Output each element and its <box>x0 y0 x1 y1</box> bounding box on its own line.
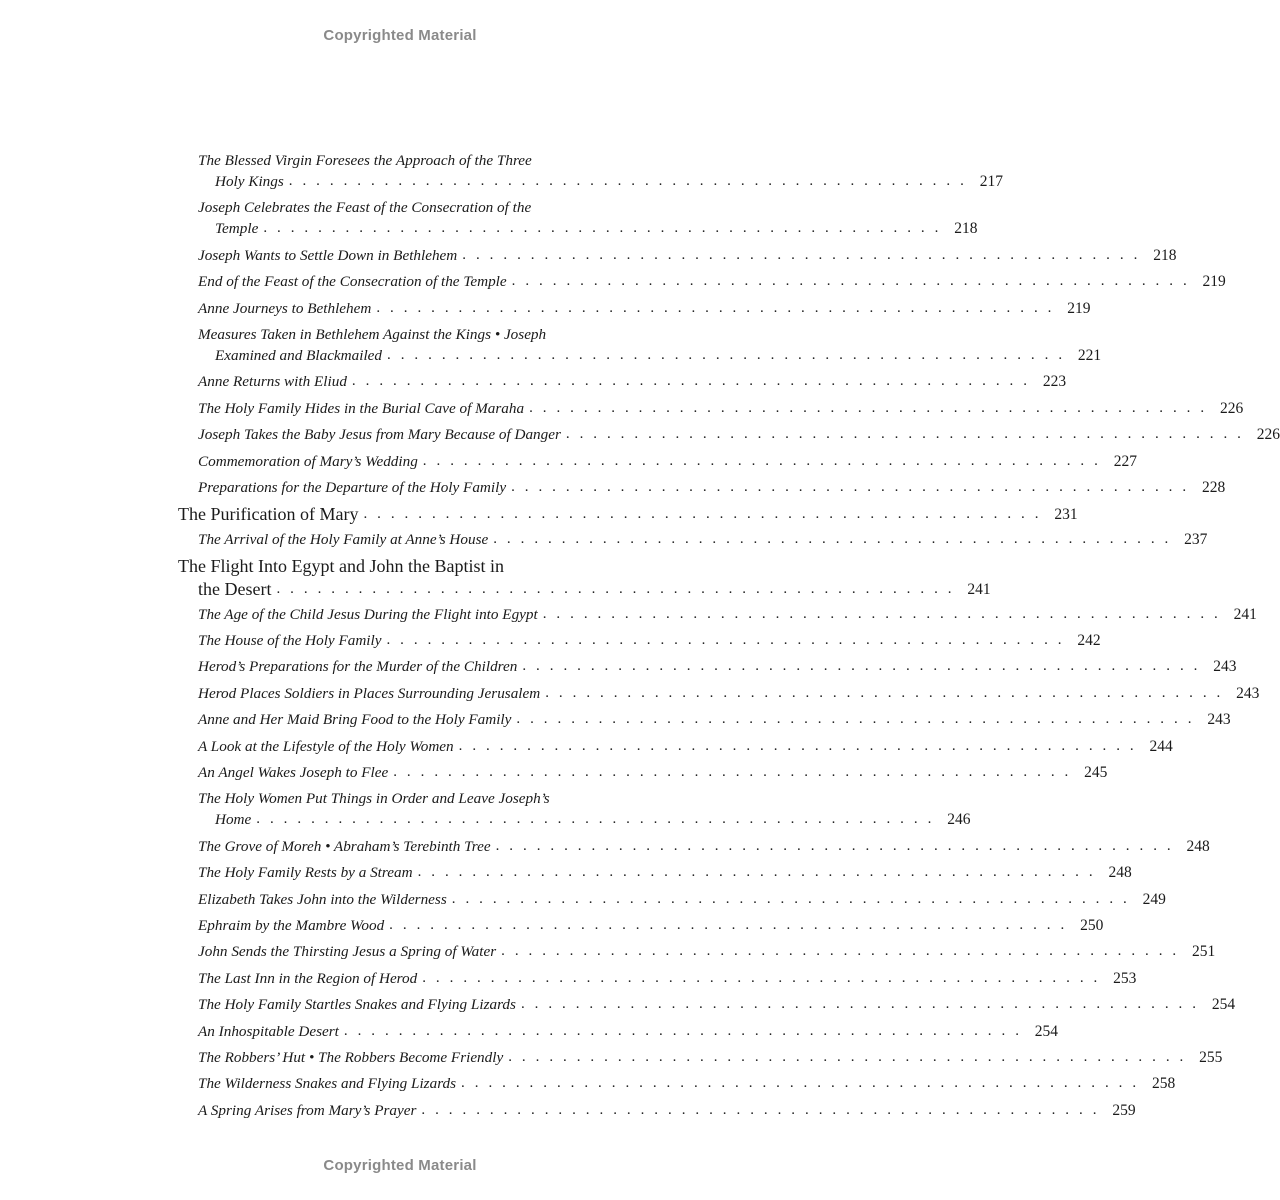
toc-page-number: 253 <box>1113 969 1137 987</box>
toc-entry-title: The Age of the Child Jesus During the Flight into Egypt <box>198 605 538 623</box>
toc-page-number: 245 <box>1084 764 1108 782</box>
toc-entry-line <box>198 656 1237 677</box>
toc-page-number: 226 <box>1256 426 1280 444</box>
toc-page-number: 251 <box>1192 943 1216 961</box>
toc-chapter-entry <box>178 503 1078 526</box>
dot-leader: . . . . . . . . . . . . . . . . . . . . . . . . . . . . . . . . . . . . . . . . . . . . . . . . . . <box>263 220 942 237</box>
toc-page-number: 226 <box>1219 399 1244 417</box>
toc-page-number: 243 <box>1236 684 1260 702</box>
toc-entry-title: Anne Journeys to Bethlehem <box>198 299 372 317</box>
dot-leader: . . . . . . . . . . . . . . . . . . . . . . . . . . . . . . . . . . . . . . . . . . . . . . . . . . <box>529 399 1208 416</box>
toc-section-entry <box>178 656 1237 677</box>
toc-page-number: 221 <box>1077 346 1102 364</box>
dot-leader: . . . . . . . . . . . . . . . . . . . . . . . . . . . . . . . . . . . . . . . . . . . . . . . . . . <box>417 864 1096 881</box>
toc-entry-line <box>198 604 1257 625</box>
toc-section-entry <box>178 371 1067 392</box>
toc-entry-title: Temple <box>215 220 259 238</box>
toc-page-number: 248 <box>1108 864 1132 882</box>
toc-section-entry <box>178 604 1257 625</box>
dot-leader: . . . . . . . . . . . . . . . . . . . . . . . . . . . . . . . . . . . . . . . . . . . . . . . . . . <box>393 764 1072 781</box>
toc-entry-title: Joseph Takes the Baby Jesus from Mary Because of Danger <box>198 426 561 444</box>
copyright-watermark-bottom: Copyrighted Material <box>323 1157 477 1174</box>
toc-entry-title: Elizabeth Takes John into the Wilderness <box>198 890 447 908</box>
toc-entry-line <box>198 345 1102 366</box>
dot-leader: . . . . . . . . . . . . . . . . . . . . . . . . . . . . . . . . . . . . . . . . . . . . . . . . . . <box>511 478 1190 495</box>
toc-entry-line <box>198 915 1104 936</box>
toc-section-entry <box>178 197 978 239</box>
toc-entry-title: Herod’s Preparations for the Murder of the Children <box>198 658 518 676</box>
dot-leader: . . . . . . . . . . . . . . . . . . . . . . . . . . . . . . . . . . . . . . . . . . . . . . . . . . <box>522 658 1201 675</box>
toc-section-entry <box>178 245 1177 266</box>
toc-section-entry <box>178 271 1226 292</box>
toc-entry-line <box>178 503 1078 526</box>
toc-entry-line <box>198 150 646 171</box>
toc-page-number: 242 <box>1077 632 1101 650</box>
toc-section-entry <box>178 788 971 830</box>
toc-section-entry <box>178 994 1236 1015</box>
toc-entry-title: Herod Places Soldiers in Places Surrounding Jerusalem <box>198 684 541 702</box>
dot-leader: . . . . . . . . . . . . . . . . . . . . . . . . . . . . . . . . . . . . . . . . . . . . . . . . . . <box>461 1075 1140 1092</box>
toc-section-entry <box>178 1100 1136 1121</box>
toc-section-entry <box>178 324 1102 366</box>
toc-page-number: 249 <box>1142 890 1166 908</box>
toc-entry-line <box>198 271 1226 292</box>
toc-section-entry <box>178 1021 1059 1042</box>
toc-page-number: 241 <box>1233 605 1257 623</box>
dot-leader: . . . . . . . . . . . . . . . . . . . . . . . . . . . . . . . . . . . . . . . . . . . . . . . . . . <box>451 890 1130 907</box>
toc-chapter-entry <box>178 555 991 601</box>
toc-page-number: 227 <box>1113 452 1137 470</box>
toc-entry-title: The Flight Into Egypt and John the Baptist in <box>178 556 504 577</box>
toc-entry-line <box>198 709 1231 730</box>
toc-section-entry <box>178 915 1104 936</box>
toc-entry-title: A Look at the Lifestyle of the Holy Women <box>198 737 454 755</box>
dot-leader: . . . . . . . . . . . . . . . . . . . . . . . . . . . . . . . . . . . . . . . . . . . . . . . . . . <box>511 273 1190 290</box>
toc-entry-title: The Last Inn in the Region of Herod <box>198 969 418 987</box>
toc-entry-line <box>198 477 1226 498</box>
dot-leader: . . . . . . . . . . . . . . . . . . . . . . . . . . . . . . . . . . . . . . . . . . . . . . . . . . <box>565 426 1245 443</box>
toc-entry-title: The Holy Family Startles Snakes and Flying Lizards <box>198 996 516 1014</box>
toc-entry-title: John Sends the Thirsting Jesus a Spring of Water <box>198 943 497 961</box>
toc-section-entry <box>178 398 1244 419</box>
toc-entry-line <box>198 218 978 239</box>
toc-section-entry <box>178 968 1137 989</box>
toc-entry-line <box>198 371 1067 392</box>
toc-entry-line <box>198 424 1280 445</box>
dot-leader: . . . . . . . . . . . . . . . . . . . . . . . . . . . . . . . . . . . . . . . . . . . . . . . . . . <box>256 811 935 828</box>
dot-leader: . . . . . . . . . . . . . . . . . . . . . . . . . . . . . . . . . . . . . . . . . . . . . . . . . . <box>276 581 955 598</box>
toc-entry-title: the Desert <box>198 579 272 600</box>
toc-page-number: 243 <box>1213 658 1237 676</box>
toc-entry-line <box>198 1073 1176 1094</box>
toc-section-entry <box>178 889 1166 910</box>
toc-entry-line <box>198 171 1003 192</box>
toc-entry-title: The Holy Family Hides in the Burial Cave of Maraha <box>198 399 525 417</box>
toc-page-number: 218 <box>1153 246 1177 264</box>
dot-leader: . . . . . . . . . . . . . . . . . . . . . . . . . . . . . . . . . . . . . . . . . . . . . . . . . . <box>542 605 1221 622</box>
toc-section-entry <box>178 736 1173 757</box>
toc-page-number: 248 <box>1186 837 1210 855</box>
toc-section-entry <box>178 451 1137 472</box>
toc-section-entry <box>178 1047 1223 1068</box>
toc-page-number: 258 <box>1151 1075 1176 1093</box>
toc-section-entry <box>178 529 1208 550</box>
toc-section-entry <box>178 709 1231 730</box>
toc-entry-title: A Spring Arises from Mary’s Prayer <box>198 1101 417 1119</box>
toc-entry-line <box>198 1021 1059 1042</box>
toc-section-entry <box>178 762 1108 783</box>
dot-leader: . . . . . . . . . . . . . . . . . . . . . . . . . . . . . . . . . . . . . . . . . . . . . . . . . . <box>462 246 1141 263</box>
toc-section-entry <box>178 477 1226 498</box>
toc-page-number: 217 <box>979 173 1003 190</box>
toc-entry-title: Home <box>215 811 252 829</box>
toc-page-number: 246 <box>947 811 971 829</box>
toc-entry-line <box>198 683 1260 704</box>
toc-entry-title: The Holy Women Put Things in Order and Leave Joseph’s <box>198 790 550 808</box>
toc-page-number: 255 <box>1199 1048 1223 1066</box>
toc-entry-title: The Arrival of the Holy Family at Anne’s House <box>198 530 489 548</box>
toc-entry-line <box>198 1100 1136 1121</box>
dot-leader: . . . . . . . . . . . . . . . . . . . . . . . . . . . . . . . . . . . . . . . . . . . . . . . . . . <box>351 373 1031 390</box>
toc-entry-line <box>198 529 1208 550</box>
dot-leader: . . . . . . . . . . . . . . . . . . . . . . . . . . . . . . . . . . . . . . . . . . . . . . . . . . <box>516 711 1195 728</box>
toc-section-entry <box>178 862 1132 883</box>
toc-section-entry <box>178 150 1003 192</box>
toc-entry-title: The Grove of Moreh • Abraham’s Terebinth Tree <box>198 837 491 855</box>
dot-leader: . . . . . . . . . . . . . . . . . . . . . . . . . . . . . . . . . . . . . . . . . . . . . . . . . . <box>422 452 1101 469</box>
toc-entry-title: Commemoration of Mary’s Wedding <box>198 452 418 470</box>
dot-leader: . . . . . . . . . . . . . . . . . . . . . . . . . . . . . . . . . . . . . . . . . . . . . . . . . . <box>387 346 1066 363</box>
toc-entry-title: Anne Returns with Eliud <box>198 373 347 391</box>
toc-entry-line <box>198 836 1210 857</box>
toc-entry-line <box>178 578 991 601</box>
dot-leader: . . . . . . . . . . . . . . . . . . . . . . . . . . . . . . . . . . . . . . . . . . . . . . . . . . <box>389 916 1068 933</box>
toc-page-number: 231 <box>1054 506 1078 524</box>
dot-leader: . . . . . . . . . . . . . . . . . . . . . . . . . . . . . . . . . . . . . . . . . . . . . . . . . . <box>493 530 1172 547</box>
toc-entry-title: Joseph Celebrates the Feast of the Consecration of the <box>198 199 532 217</box>
toc-entry-line <box>198 941 1216 962</box>
toc-entry-line <box>198 630 1101 651</box>
toc-entry-title: End of the Feast of the Consecration of the Temple <box>198 273 507 291</box>
dot-leader: . . . . . . . . . . . . . . . . . . . . . . . . . . . . . . . . . . . . . . . . . . . . . . . . . . <box>376 299 1055 316</box>
toc-entry-line <box>198 197 646 218</box>
toc-page-number: 259 <box>1112 1101 1136 1119</box>
toc-section-entry <box>178 630 1101 651</box>
toc-entry-title: Anne and Her Maid Bring Food to the Holy Family <box>198 711 512 729</box>
toc-page-number: 241 <box>967 581 991 599</box>
toc-entry-title: Preparations for the Departure of the Holy Family <box>198 478 507 496</box>
toc-page-number: 219 <box>1067 299 1091 317</box>
toc-entry-line <box>198 736 1173 757</box>
dot-leader: . . . . . . . . . . . . . . . . . . . . . . . . . . . . . . . . . . . . . . . . . . . . . . . . . . <box>501 943 1180 960</box>
toc-entry-line <box>198 451 1137 472</box>
dot-leader: . . . . . . . . . . . . . . . . . . . . . . . . . . . . . . . . . . . . . . . . . . . . . . . . . . <box>458 737 1137 754</box>
toc-page-number: 243 <box>1207 711 1231 729</box>
toc-entry-line <box>198 968 1137 989</box>
toc-entry-title: The Purification of Mary <box>178 504 359 525</box>
toc-section-entry <box>178 424 1280 445</box>
toc-section-entry <box>178 1073 1176 1094</box>
toc-section-entry <box>178 941 1216 962</box>
table-of-contents <box>178 150 1280 1126</box>
toc-entry-title: The Blessed Virgin Foresees the Approach of the Three <box>198 152 532 169</box>
toc-section-entry <box>178 683 1260 704</box>
toc-entry-line <box>198 809 971 830</box>
toc-entry-title: The Robbers’ Hut • The Robbers Become Friendly <box>198 1048 504 1066</box>
dot-leader: . . . . . . . . . . . . . . . . . . . . . . . . . . . . . . . . . . . . . . . . . . . . . . . . . . <box>495 837 1174 854</box>
toc-entry-title: The Holy Family Rests by a Stream <box>198 864 413 882</box>
dot-leader: . . . . . . . . . . . . . . . . . . . . . . . . . . . . . . . . . . . . . . . . . . . . . . . . . . <box>421 1101 1100 1118</box>
toc-entry-line <box>198 324 646 345</box>
dot-leader: . . . . . . . . . . . . . . . . . . . . . . . . . . . . . . . . . . . . . . . . . . . . . . . . . . <box>520 996 1200 1013</box>
toc-page-number: 223 <box>1042 373 1067 391</box>
toc-page-number: 237 <box>1184 530 1208 548</box>
dot-leader: . . . . . . . . . . . . . . . . . . . . . . . . . . . . . . . . . . . . . . . . . . . . . . . . . . <box>288 173 967 189</box>
toc-page-number: 244 <box>1149 737 1173 755</box>
dot-leader: . . . . . . . . . . . . . . . . . . . . . . . . . . . . . . . . . . . . . . . . . . . . . . . . . . <box>508 1048 1187 1065</box>
toc-entry-title: An Inhospitable Desert <box>198 1022 339 1040</box>
dot-leader: . . . . . . . . . . . . . . . . . . . . . . . . . . . . . . . . . . . . . . . . . . . . . . . . . . <box>545 684 1224 701</box>
toc-entry-title: Joseph Wants to Settle Down in Bethlehem <box>198 246 458 264</box>
dot-leader: . . . . . . . . . . . . . . . . . . . . . . . . . . . . . . . . . . . . . . . . . . . . . . . . . . <box>363 506 1042 523</box>
toc-entry-line <box>198 398 1244 419</box>
toc-entry-line <box>198 862 1132 883</box>
toc-entry-line <box>198 889 1166 910</box>
toc-page-number: 219 <box>1202 273 1226 291</box>
toc-section-entry <box>178 836 1210 857</box>
toc-entry-title: The House of the Holy Family <box>198 632 382 650</box>
toc-entry-line <box>198 245 1177 266</box>
copyright-watermark-top: Copyrighted Material <box>323 27 477 44</box>
toc-entry-title: Holy Kings <box>215 173 284 190</box>
toc-entry-title: Examined and Blackmailed <box>215 346 383 364</box>
toc-page-number: 228 <box>1201 478 1226 496</box>
toc-entry-title: The Wilderness Snakes and Flying Lizards <box>198 1075 457 1093</box>
dot-leader: . . . . . . . . . . . . . . . . . . . . . . . . . . . . . . . . . . . . . . . . . . . . . . . . . . <box>422 969 1101 986</box>
toc-entry-title: Ephraim by the Mambre Wood <box>198 916 385 934</box>
toc-page-number: 218 <box>954 220 978 238</box>
toc-entry-title: An Angel Wakes Joseph to Flee <box>198 764 389 782</box>
toc-entry-line <box>198 788 646 809</box>
toc-section-entry <box>178 298 1091 319</box>
toc-page-number: 254 <box>1211 996 1236 1014</box>
toc-entry-title: Measures Taken in Bethlehem Against the Kings • Joseph <box>198 325 547 343</box>
toc-entry-line <box>198 1047 1223 1068</box>
toc-entry-line <box>198 298 1091 319</box>
toc-entry-line <box>178 555 646 578</box>
toc-entry-line <box>198 762 1108 783</box>
dot-leader: . . . . . . . . . . . . . . . . . . . . . . . . . . . . . . . . . . . . . . . . . . . . . . . . . . <box>343 1022 1023 1039</box>
toc-page-number: 250 <box>1080 916 1104 934</box>
dot-leader: . . . . . . . . . . . . . . . . . . . . . . . . . . . . . . . . . . . . . . . . . . . . . . . . . . <box>386 632 1065 649</box>
toc-page-number: 254 <box>1034 1022 1059 1040</box>
toc-entry-line <box>198 994 1236 1015</box>
